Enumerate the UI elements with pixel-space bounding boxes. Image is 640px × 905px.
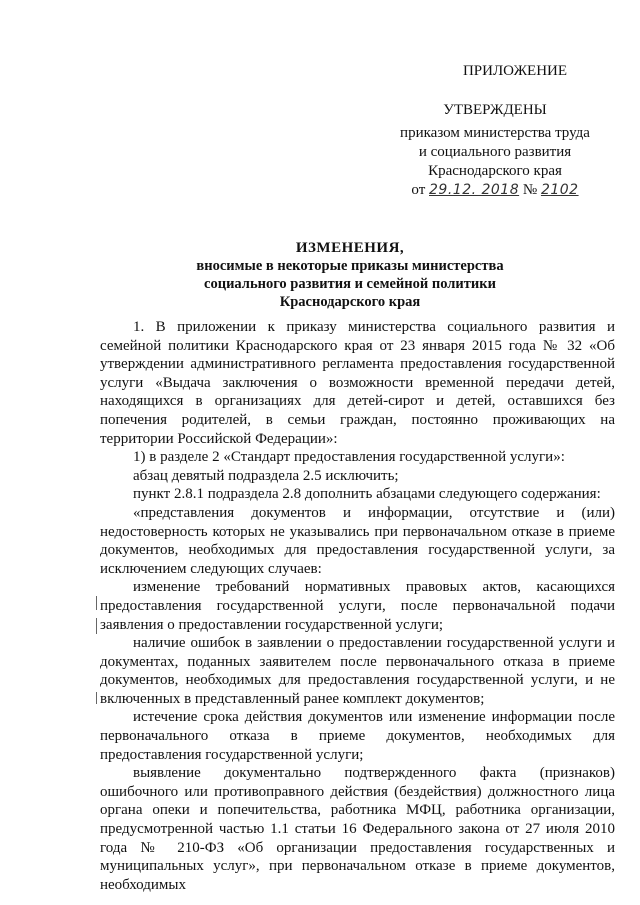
handwritten-number: 2102 [540,182,579,198]
paragraph-7: наличие ошибок в заявлении о предоставлении государственной услуги и документах, поданных заявителем после первоначального отказа в приеме документов, необходимых для предоставления государственной услуги, и не включенных в представленный ранее комплект документов; [100,635,615,707]
title-main: ИЗМЕНЕНИЯ, [295,240,405,256]
approval-line-1: приказом министерства труда [400,125,590,141]
appendix-heading: ПРИЛОЖЕНИЕ [462,63,568,79]
paragraph-6: изменение требований нормативных правовых актов, касающихся предоставления государственной услуги, после первоначальной подачи заявления о предоставлении государственной услуги; [100,579,615,633]
paragraph-9: выявление документально подтвержденного факта (признаков) ошибочного или противоправного действия (бездействия) должностного лица органа опеки и попечительства, работника МФЦ, работника организации, предусмотренной частью 1.1 статьи 16 Федерального закона от 27 июля 2010 года № 210-ФЗ «Об организации предоставления государственных и муниципальных услуг», при первоначальном отказе в приеме документов, необходимых [100,765,615,893]
approved-heading: УТВЕРЖДЕНЫ [443,102,547,118]
document-title [120,239,580,311]
paragraph-5: «представления документов и информации, отсутствие и (или) недостоверность которых не указывались при первоначальном отказе в приеме документов, необходимых для предоставления государственной услуги, за исключением следующих случаев: [100,504,615,577]
title-line-1: вносимые в некоторые приказы министерства [196,258,504,274]
paragraph-4: пункт 2.8.1 подраздела 2.8 дополнить абзацами следующего содержания: [133,486,601,503]
date-prefix: от [411,182,426,198]
approval-line-3: Краснодарского края [428,163,562,179]
title-line-2: социального развития и семейной политики [204,276,496,292]
margin-mark-1 [96,596,97,610]
paragraph-3: абзац девятый подраздела 2.5 исключить; [133,467,399,484]
paragraph-1: 1. В приложении к приказу министерства социального развития и семейной политики Краснодарского края от 23 января 2015 года № 32 «Об утверждении административного регламента предоставления государственной услуги «Выдача заключения о возможности временной передачи детей, находящихся в организациях для детей-сирот и детей, оставшихся без попечения родителей, в семьи граждан, постоянно проживающих на территории Российской Федерации»: [100,319,615,447]
margin-mark-2 [96,618,97,634]
approval-block [380,62,610,200]
approval-date-line [380,181,610,200]
paragraph-8: истечение срока действия документов или изменение информации после первоначального отказа в приеме документов, необходимых для предоставления государственной услуги; [100,709,615,763]
title-line-3: Краснодарского края [279,294,421,310]
number-sign: № [522,182,538,198]
document-body [100,318,615,894]
handwritten-date: 29.12. 2018 [429,182,520,198]
approval-line-2: и социального развития [418,144,572,160]
margin-mark-3 [96,692,97,704]
paragraph-2: 1) в разделе 2 «Стандарт предоставления государственной услуги»: [133,449,565,466]
